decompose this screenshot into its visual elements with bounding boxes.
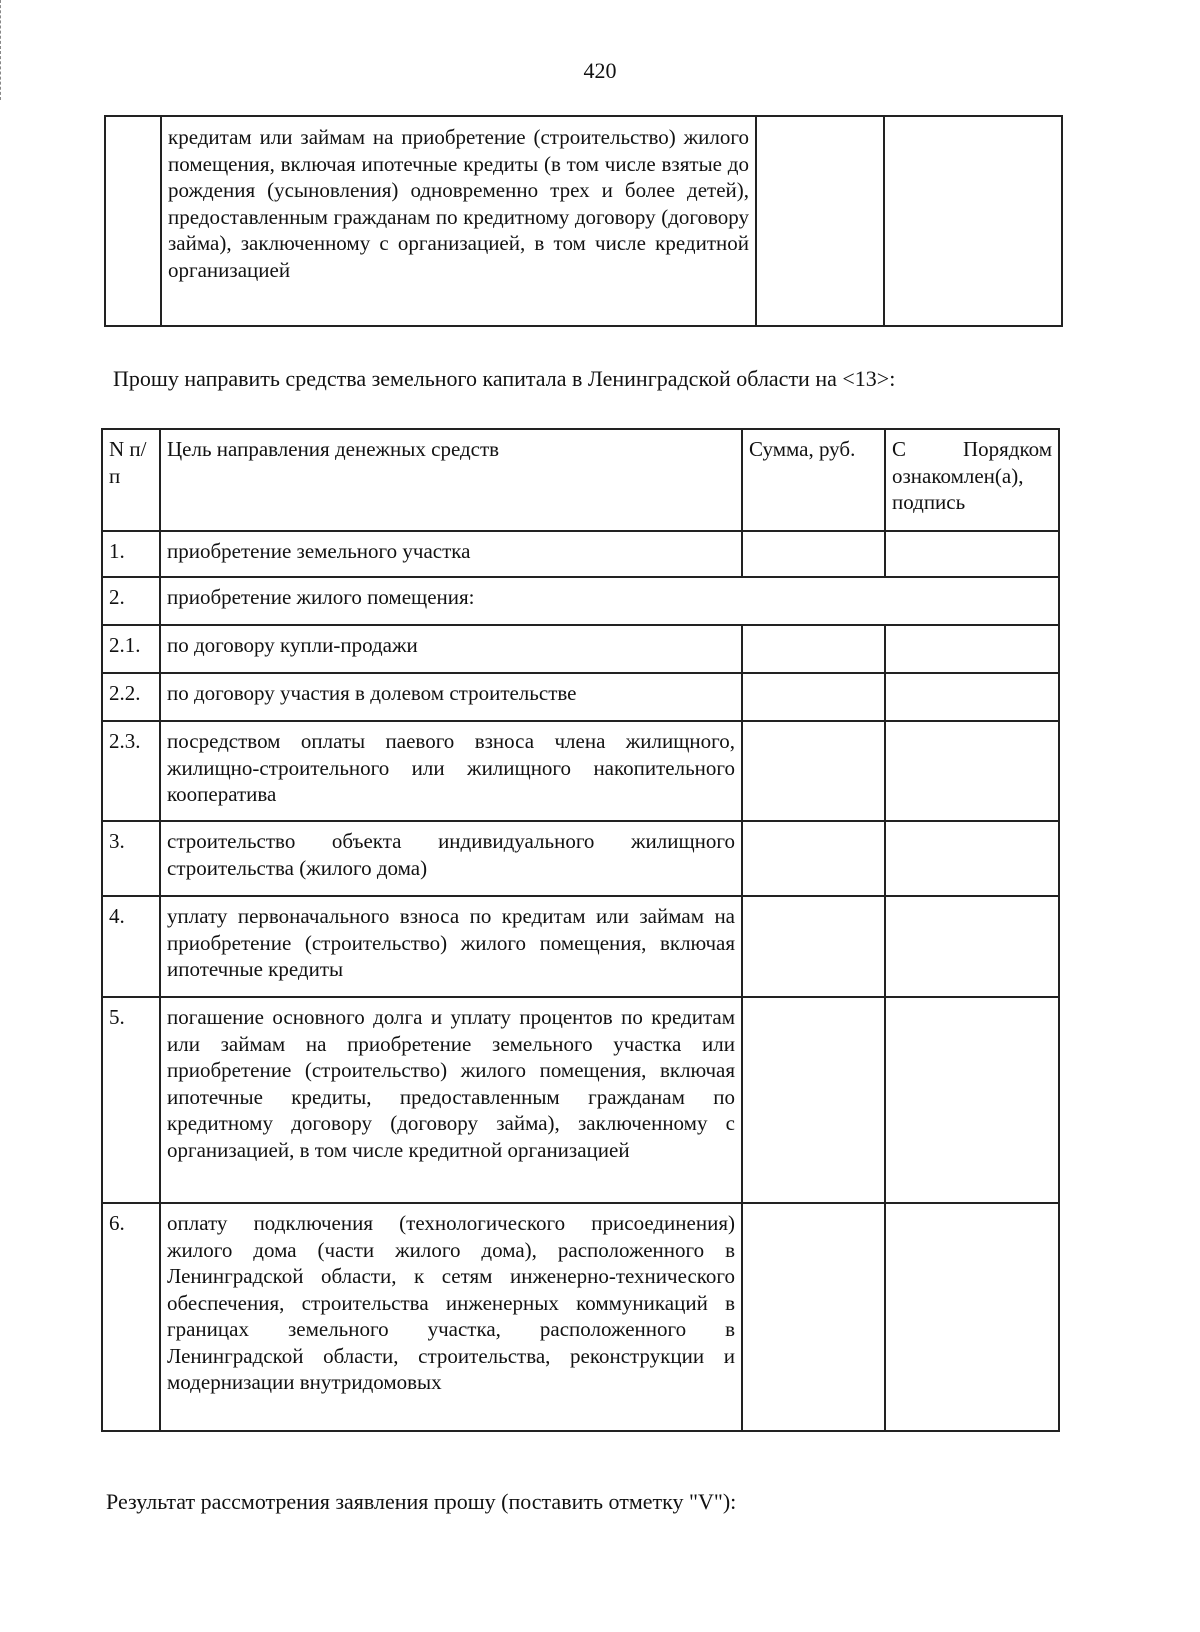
signature-cell[interactable]	[885, 721, 1059, 821]
header-sum: Сумма, руб.	[742, 429, 885, 531]
sum-cell[interactable]	[742, 721, 885, 821]
signature-cell[interactable]	[885, 1203, 1059, 1431]
table-row	[102, 577, 1059, 625]
row-purpose: по договору участия в долевом строительстве	[160, 673, 742, 721]
row-purpose: приобретение земельного участка	[160, 531, 742, 577]
continued-table	[104, 115, 1063, 327]
sum-cell[interactable]	[742, 821, 885, 896]
table-row	[102, 721, 1059, 821]
row-purpose: строительство объекта индивидуального жилищного строительства (жилого дома)	[160, 821, 742, 896]
signature-cell[interactable]	[884, 116, 1062, 326]
row-purpose: оплату подключения (технологического присоединения) жилого дома (части жилого дома), расположенного в Ленинградской области, к сетям инженерно-технического обеспечения, строительства инженерных коммуникаций в границах земельного участка, расположенного в Ленинградской области, строительства, реконструкции и модернизации внутридомовых	[160, 1203, 742, 1431]
row-num: 5.	[102, 997, 160, 1203]
table-row	[102, 997, 1059, 1203]
table-row	[105, 116, 1062, 326]
scan-edge-mark	[0, 0, 3, 100]
section-heading: Прошу направить средства земельного капитала в Ленинградской области на <13>:	[113, 366, 896, 391]
row-purpose: погашение основного долга и уплату процентов по кредитам или займам на приобретение земельного участка или приобретение (строительство) жилого помещения, включая ипотечные кредиты, предоставленным гражданам по кредитному договору (договору займа), заключенному с организацией, в том числе кредитной организацией	[160, 997, 742, 1203]
signature-cell[interactable]	[885, 625, 1059, 673]
purpose-cell: кредитам или займам на приобретение (строительство) жилого помещения, включая ипотечные кредиты (в том числе взятые до рождения (усыновления) одновременно трех и более детей), предоставленным гражданам по кредитному договору (договору займа), заключенному с организацией, в том числе кредитной организацией	[161, 116, 756, 326]
signature-cell[interactable]	[885, 997, 1059, 1203]
header-signature: С Порядком ознакомлен(а), подпись	[885, 429, 1059, 531]
row-num: 3.	[102, 821, 160, 896]
purpose-table	[101, 428, 1060, 1432]
header-num: N п/п	[102, 429, 160, 531]
header-purpose: Цель направления денежных средств	[160, 429, 742, 531]
row-num: 2.2.	[102, 673, 160, 721]
row-num: 2.1.	[102, 625, 160, 673]
sum-cell[interactable]	[756, 116, 884, 326]
page-number: 420	[583, 58, 617, 83]
table-row	[102, 625, 1059, 673]
row-num: 2.	[102, 577, 160, 625]
row-num: 6.	[102, 1203, 160, 1431]
row-purpose: приобретение жилого помещения:	[160, 577, 1059, 625]
table-row	[102, 896, 1059, 997]
row-purpose: по договору купли-продажи	[160, 625, 742, 673]
sum-cell[interactable]	[742, 531, 885, 577]
num-cell	[105, 116, 161, 326]
signature-cell[interactable]	[885, 531, 1059, 577]
table-row	[102, 821, 1059, 896]
table-header-row	[102, 429, 1059, 531]
result-instruction: Результат рассмотрения заявления прошу (поставить отметку "V"):	[106, 1489, 737, 1514]
table-row	[102, 1203, 1059, 1431]
table-row	[102, 673, 1059, 721]
table-row	[102, 531, 1059, 577]
signature-cell[interactable]	[885, 673, 1059, 721]
row-num: 1.	[102, 531, 160, 577]
row-num: 4.	[102, 896, 160, 997]
sum-cell[interactable]	[742, 625, 885, 673]
row-purpose: уплату первоначального взноса по кредитам или займам на приобретение (строительство) жилого помещения, включая ипотечные кредиты	[160, 896, 742, 997]
row-num: 2.3.	[102, 721, 160, 821]
sum-cell[interactable]	[742, 673, 885, 721]
row-purpose: посредством оплаты паевого взноса члена жилищного, жилищно-строительного или жилищного накопительного кооператива	[160, 721, 742, 821]
signature-cell[interactable]	[885, 896, 1059, 997]
sum-cell[interactable]	[742, 896, 885, 997]
signature-cell[interactable]	[885, 821, 1059, 896]
sum-cell[interactable]	[742, 997, 885, 1203]
sum-cell[interactable]	[742, 1203, 885, 1431]
